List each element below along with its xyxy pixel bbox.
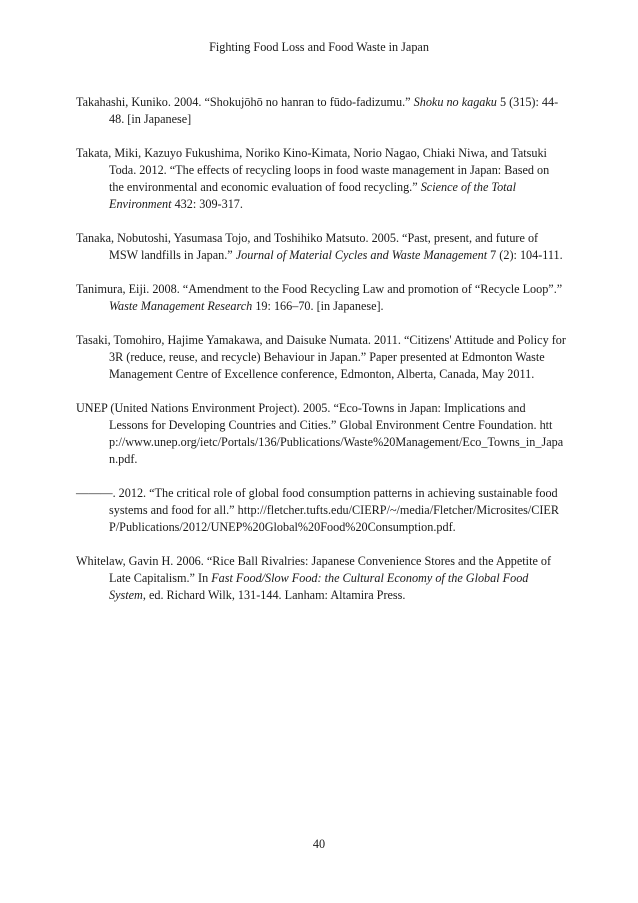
reference-text: Takata, Miki, Kazuyo Fukushima, Noriko Kino-Kimata, Norio Nagao, Chiaki Niwa, and Tatsuki Toda. 2012. “The effects of recycling loops in food waste management in Japan: Based on the environmental and economic evaluation of food recycling.” [76, 146, 550, 194]
reference-italic: Waste Management Research [109, 299, 253, 313]
reference-text: UNEP (United Nations Environment Project). 2005. “Eco-Towns in Japan: Implications and Lessons for Developing Countries and Cities.” Global Environment Centre Foundation. [76, 401, 540, 432]
reference-text: ———. 2012. “The critical role of global food consumption patterns in achieving sustainable food systems and food for all.” [76, 486, 558, 517]
reference-italic: Journal of Material Cycles and Waste Management [235, 248, 488, 262]
reference-text: Takahashi, Kuniko. 2004. “Shokujōhō no hanran to fūdo-fadizumu.” [76, 95, 414, 109]
reference-entry [76, 332, 566, 383]
reference-italic: Shoku no kagaku [413, 95, 497, 109]
reference-url: http://fletcher.tufts.edu/CIERP/~/media/Fletcher/Microsites/CIERP/Publications/2012/UNEP%20Global%20Food%20Consumption.pdf. [109, 503, 560, 534]
running-header: Fighting Food Loss and Food Waste in Japan [209, 40, 429, 54]
reference-text: 7 (2): 104-111. [487, 248, 563, 262]
reference-text: , ed. Richard Wilk, 131-144. Lanham: Altamira Press. [142, 588, 406, 602]
reference-text: 432: 309-317. [171, 197, 243, 211]
reference-italic: Fast Food/Slow Food: the Cultural Economy of the Global Food System [109, 571, 529, 602]
reference-entry [76, 553, 566, 604]
reference-entry [76, 145, 566, 213]
reference-entry [76, 94, 566, 128]
reference-list [76, 94, 566, 621]
page-number: 40 [312, 837, 326, 851]
reference-url: http://www.unep.org/ietc/Portals/136/Publications/Waste%20Management/Eco_Towns_in_Japan.pdf. [109, 418, 564, 466]
reference-text: Tasaki, Tomohiro, Hajime Yamakawa, and Daisuke Numata. 2011. “Citizens' Attitude and Policy for 3R (reduce, reuse, and recycle) Behaviour in Japan.” Paper presented at Edmonton Waste Management Centre of Excellence conference, Edmonton, Alberta, Canada, May 2011. [76, 333, 566, 381]
reference-entry [76, 485, 566, 536]
reference-entry [76, 281, 566, 315]
reference-text: Tanimura, Eiji. 2008. “Amendment to the Food Recycling Law and promotion of “Recycle Loop”.” [76, 282, 563, 296]
reference-entry [76, 230, 566, 264]
reference-text: 19: 166–70. [in Japanese]. [252, 299, 384, 313]
reference-text: Tanaka, Nobutoshi, Yasumasa Tojo, and Toshihiko Matsuto. 2005. “Past, present, and future of MSW landfills in Japan.” [76, 231, 539, 262]
reference-entry [76, 400, 566, 468]
reference-text: Whitelaw, Gavin H. 2006. “Rice Ball Rivalries: Japanese Convenience Stores and the Appetite of Late Capitalism.” In [76, 554, 552, 585]
reference-italic: Science of the Total Environment [109, 180, 517, 211]
reference-text: 5 (315): 44-48. [in Japanese] [109, 95, 559, 126]
